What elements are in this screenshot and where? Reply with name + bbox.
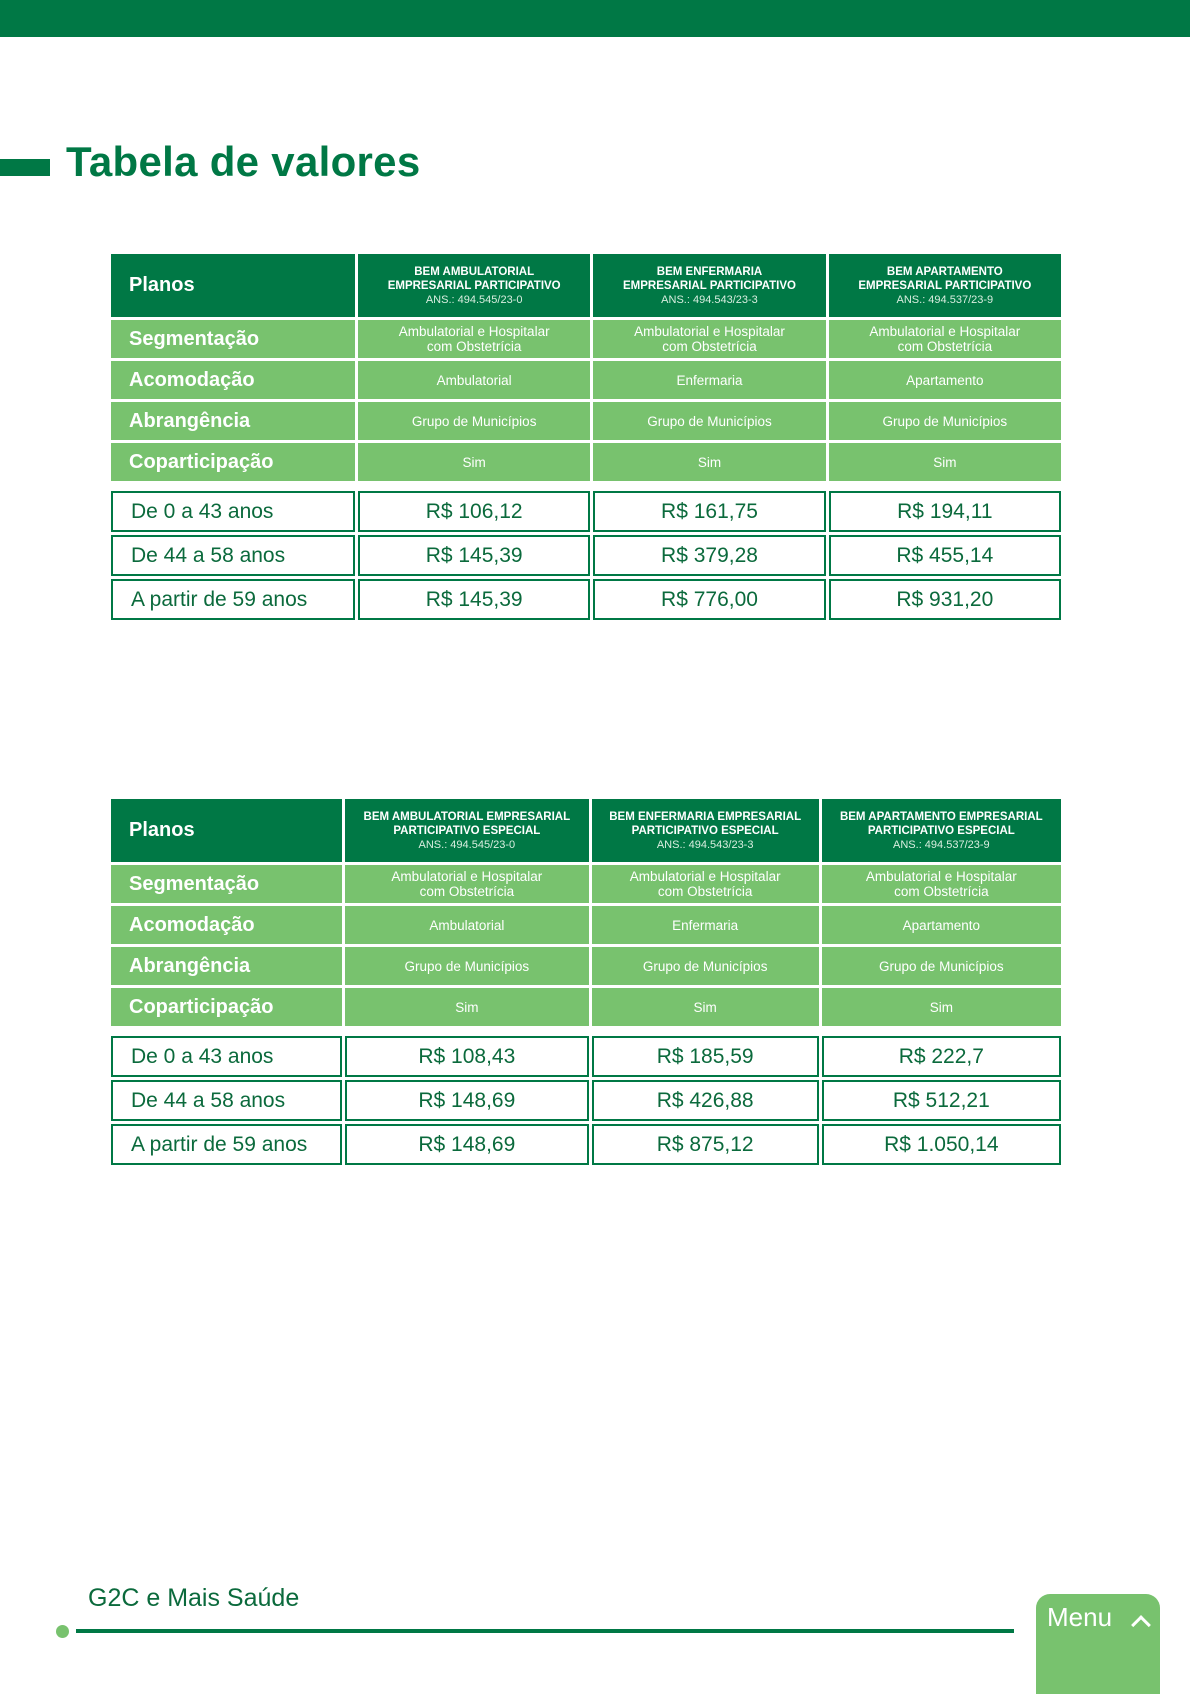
price-table	[108, 251, 1064, 623]
plan-header	[358, 254, 590, 317]
attribute-value: Sim	[829, 443, 1061, 481]
price-row	[111, 1124, 1061, 1165]
attribute-value: Grupo de Municípios	[345, 947, 589, 985]
attribute-value: Sim	[593, 443, 825, 481]
plans-label: Planos	[111, 799, 342, 862]
attribute-value: Ambulatorial e Hospitalar com Obstetrícia	[345, 865, 589, 903]
price-value: R$ 185,59	[592, 1036, 819, 1077]
price-value: R$ 148,69	[345, 1124, 589, 1165]
plan-header	[829, 254, 1061, 317]
attribute-row	[111, 320, 1061, 358]
age-range-label: De 44 a 58 anos	[111, 535, 355, 576]
plan-name: BEM AMBULATORIAL	[414, 265, 535, 278]
plan-name: EMPRESARIAL PARTICIPATIVO	[858, 279, 1032, 292]
attribute-label: Abrangência	[111, 402, 355, 440]
attribute-value: Enfermaria	[592, 906, 819, 944]
price-value: R$ 194,11	[829, 491, 1061, 532]
plan-name: BEM APARTAMENTO EMPRESARIAL	[839, 810, 1043, 823]
menu-button[interactable]	[1036, 1594, 1160, 1694]
plan-header	[345, 799, 589, 862]
page-title: Tabela de valores	[66, 138, 421, 185]
age-range-label: De 0 a 43 anos	[111, 1036, 342, 1077]
price-value: R$ 148,69	[345, 1080, 589, 1121]
attribute-row	[111, 906, 1061, 944]
footer-divider	[76, 1629, 1014, 1633]
price-value: R$ 145,39	[358, 579, 590, 620]
age-range-label: A partir de 59 anos	[111, 1124, 342, 1165]
plan-ans-code: ANS.: 494.545/23-0	[425, 293, 523, 306]
plan-ans-code: ANS.: 494.543/23-3	[656, 838, 754, 851]
price-value: R$ 161,75	[593, 491, 825, 532]
price-value: R$ 106,12	[358, 491, 590, 532]
attribute-value: Sim	[358, 443, 590, 481]
attribute-row	[111, 402, 1061, 440]
table-spacer	[111, 1029, 1061, 1033]
plan-name: PARTICIPATIVO ESPECIAL	[631, 824, 779, 837]
menu-label: Menu	[1047, 1602, 1113, 1632]
price-value: R$ 931,20	[829, 579, 1061, 620]
plans-header-row	[111, 254, 1061, 317]
footer-dot	[56, 1625, 69, 1638]
attribute-row	[111, 947, 1061, 985]
attribute-value: Grupo de Municípios	[822, 947, 1061, 985]
plan-ans-code: ANS.: 494.543/23-3	[661, 293, 758, 306]
top-bar	[0, 0, 1190, 37]
attribute-value: Apartamento	[822, 906, 1061, 944]
attribute-row	[111, 361, 1061, 399]
table-spacer	[111, 484, 1061, 488]
attribute-value: Ambulatorial e Hospitalar com Obstetrícia	[358, 320, 590, 358]
attribute-value: Ambulatorial	[358, 361, 590, 399]
price-value: R$ 108,43	[345, 1036, 589, 1077]
age-range-label: A partir de 59 anos	[111, 579, 355, 620]
attribute-row	[111, 988, 1061, 1026]
price-value: R$ 145,39	[358, 535, 590, 576]
plan-ans-code: ANS.: 494.537/23-9	[893, 838, 990, 851]
attribute-label: Segmentação	[111, 865, 342, 903]
plan-header	[592, 799, 819, 862]
price-value: R$ 875,12	[592, 1124, 819, 1165]
age-range-label: De 0 a 43 anos	[111, 491, 355, 532]
attribute-value: Ambulatorial e Hospitalar com Obstetrícia	[593, 320, 825, 358]
price-value: R$ 1.050,14	[822, 1124, 1061, 1165]
price-value: R$ 776,00	[593, 579, 825, 620]
price-row	[111, 579, 1061, 620]
plan-name: EMPRESARIAL PARTICIPATIVO	[387, 279, 561, 292]
attribute-value: Ambulatorial e Hospitalar com Obstetrícia	[592, 865, 819, 903]
plan-name: PARTICIPATIVO ESPECIAL	[867, 824, 1015, 837]
plan-name: PARTICIPATIVO ESPECIAL	[393, 824, 541, 837]
attribute-value: Grupo de Municípios	[593, 402, 825, 440]
plan-name: BEM APARTAMENTO	[886, 265, 1003, 278]
attribute-label: Segmentação	[111, 320, 355, 358]
attribute-row	[111, 443, 1061, 481]
plan-name: BEM ENFERMARIA	[656, 265, 763, 278]
title-accent-bar	[0, 159, 50, 176]
attribute-value: Sim	[822, 988, 1061, 1026]
attribute-value: Grupo de Municípios	[358, 402, 590, 440]
attribute-label: Acomodação	[111, 906, 342, 944]
attribute-value: Apartamento	[829, 361, 1061, 399]
plans-header-row	[111, 799, 1061, 862]
attribute-label: Abrangência	[111, 947, 342, 985]
attribute-value: Ambulatorial e Hospitalar com Obstetrícia	[822, 865, 1061, 903]
price-value: R$ 455,14	[829, 535, 1061, 576]
price-row	[111, 1080, 1061, 1121]
attribute-value: Ambulatorial	[345, 906, 589, 944]
price-table-especial	[108, 796, 1064, 1168]
attribute-value: Grupo de Municípios	[592, 947, 819, 985]
age-range-label: De 44 a 58 anos	[111, 1080, 342, 1121]
attribute-label: Coparticipação	[111, 443, 355, 481]
attribute-row	[111, 865, 1061, 903]
plans-label: Planos	[111, 254, 355, 317]
plan-name: BEM ENFERMARIA EMPRESARIAL	[609, 810, 802, 823]
chevron-up-icon	[1131, 1615, 1151, 1635]
price-row	[111, 491, 1061, 532]
attribute-value: Ambulatorial e Hospitalar com Obstetrícia	[829, 320, 1061, 358]
price-value: R$ 379,28	[593, 535, 825, 576]
price-row	[111, 1036, 1061, 1077]
footer-brand: G2C e Mais Saúde	[88, 1584, 300, 1612]
attribute-label: Acomodação	[111, 361, 355, 399]
plan-ans-code: ANS.: 494.537/23-9	[896, 293, 994, 306]
plan-name: EMPRESARIAL PARTICIPATIVO	[623, 279, 796, 292]
attribute-value: Enfermaria	[593, 361, 825, 399]
attribute-value: Sim	[592, 988, 819, 1026]
attribute-value: Sim	[345, 988, 589, 1026]
price-value: R$ 222,7	[822, 1036, 1061, 1077]
price-value: R$ 512,21	[822, 1080, 1061, 1121]
attribute-label: Coparticipação	[111, 988, 342, 1026]
plan-header	[822, 799, 1061, 862]
plan-name: BEM AMBULATORIAL EMPRESARIAL	[363, 810, 571, 823]
plan-ans-code: ANS.: 494.545/23-0	[418, 838, 516, 851]
attribute-value: Grupo de Municípios	[829, 402, 1061, 440]
plan-header	[593, 254, 825, 317]
price-row	[111, 535, 1061, 576]
price-value: R$ 426,88	[592, 1080, 819, 1121]
